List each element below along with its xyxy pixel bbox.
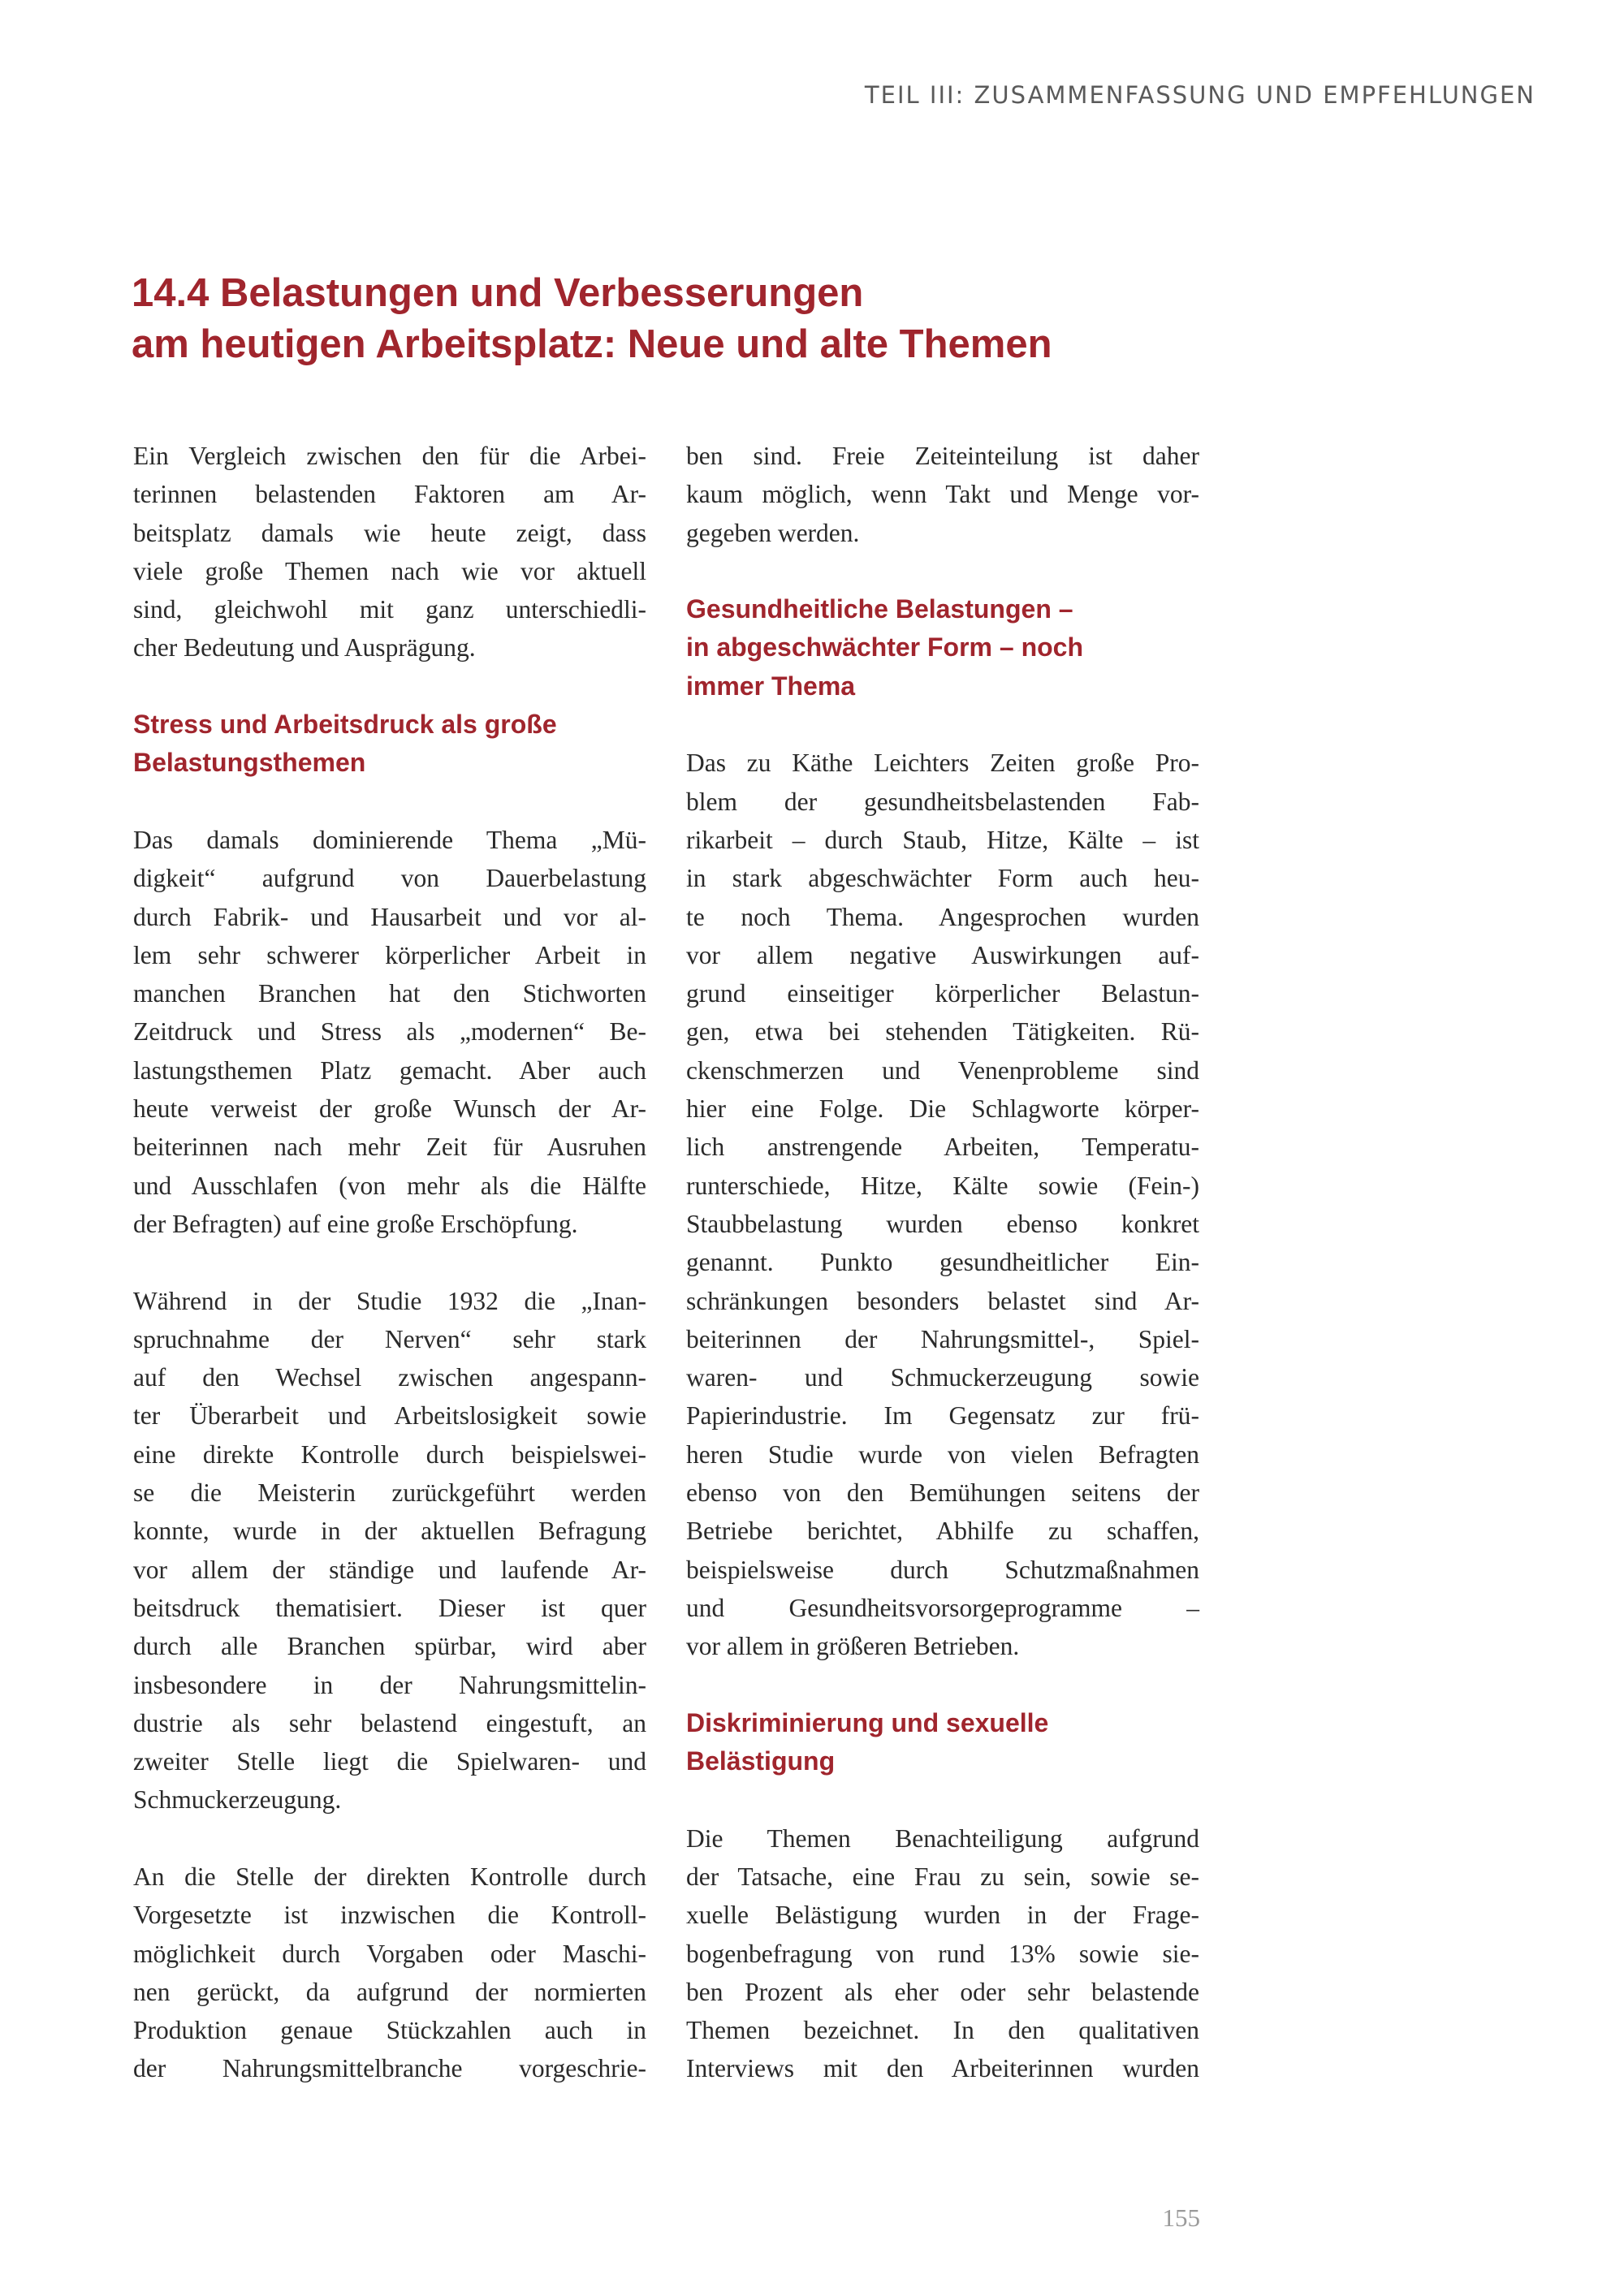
subheading bbox=[686, 1704, 1199, 1781]
text-line: waren- und Schmuckerzeugung sowie bbox=[686, 1363, 1199, 1392]
text-line: An die Stelle der direkten Kontrolle durch bbox=[133, 1862, 646, 1891]
text-line: Während in der Studie 1932 die „Inan- bbox=[133, 1286, 646, 1315]
text-line: nen gerückt, da aufgrund der normierten bbox=[133, 1977, 646, 2006]
text-line: grund einseitiger körperlicher Belastun- bbox=[686, 979, 1199, 1008]
text-line: genannt. Punkto gesundheitlicher Ein- bbox=[686, 1248, 1199, 1277]
text-line: terinnen belastenden Faktoren am Ar- bbox=[133, 480, 646, 509]
paragraph bbox=[133, 437, 646, 667]
subheading-line: Stress und Arbeitsdruck als große bbox=[133, 710, 557, 740]
section-title-line: am heutigen Arbeitsplatz: Neue und alte Themen bbox=[132, 322, 1052, 366]
text-line: beiterinnen nach mehr Zeit für Ausruhen bbox=[133, 1133, 646, 1162]
text-line: möglichkeit durch Vorgaben oder Maschi- bbox=[133, 1939, 646, 1968]
subheading-line: Belastungsthemen bbox=[133, 748, 366, 778]
text-line: gen, etwa bei stehenden Tätigkeiten. Rü- bbox=[686, 1017, 1199, 1047]
subheading-line: Diskriminierung und sexuelle bbox=[686, 1707, 1049, 1737]
text-line: ben sind. Freie Zeiteinteilung ist daher bbox=[686, 442, 1199, 470]
text-line: ebenso von den Bemühungen seitens der bbox=[686, 1478, 1199, 1508]
text-line: manchen Branchen hat den Stichworten bbox=[133, 979, 646, 1008]
text-line: cher Bedeutung und Ausprägung. bbox=[133, 633, 476, 662]
text-line: heren Studie wurde von vielen Befragten bbox=[686, 1439, 1199, 1469]
page-number: 155 bbox=[1162, 2203, 1200, 2232]
text-line: xuelle Belästigung wurden in der Frage- bbox=[686, 1901, 1199, 1930]
left-column bbox=[133, 437, 646, 2126]
subheading-line: Belästigung bbox=[686, 1746, 836, 1776]
text-line: Das zu Käthe Leichters Zeiten große Pro- bbox=[686, 749, 1199, 778]
subheading-line: Gesundheitliche Belastungen – bbox=[686, 594, 1073, 624]
text-line: ckenschmerzen und Venenprobleme sind bbox=[686, 1055, 1199, 1085]
text-line: bogenbefragung von rund 13% sowie sie- bbox=[686, 1939, 1199, 1968]
paragraph bbox=[133, 821, 646, 1243]
text-line: Die Themen Benachteiligung aufgrund bbox=[686, 1823, 1199, 1853]
text-line: runterschiede, Hitze, Kälte sowie (Fein-) bbox=[686, 1171, 1199, 1200]
text-line: heute verweist der große Wunsch der Ar- bbox=[133, 1094, 646, 1124]
text-line: zweiter Stelle liegt die Spielwaren- und bbox=[133, 1747, 646, 1776]
text-line: Zeitdruck und Stress als „modernen“ Be- bbox=[133, 1017, 646, 1047]
text-line: beispielsweise durch Schutzmaßnahmen bbox=[686, 1555, 1199, 1584]
text-line: beiterinnen der Nahrungsmittel-, Spiel- bbox=[686, 1324, 1199, 1353]
text-line: eine direkte Kontrolle durch beispielswei- bbox=[133, 1439, 646, 1469]
text-line: Staubbelastung wurden ebenso konkret bbox=[686, 1209, 1199, 1238]
text-line: und Ausschlafen (von mehr als die Hälfte bbox=[133, 1171, 646, 1200]
text-line: viele große Themen nach wie vor aktuell bbox=[133, 556, 646, 585]
text-line: kaum möglich, wenn Takt und Menge vor- bbox=[686, 480, 1199, 509]
subheading-line: immer Thema bbox=[686, 671, 856, 701]
text-line: ben Prozent als eher oder sehr belastende bbox=[686, 1977, 1199, 2006]
text-line: vor allem in größeren Betrieben. bbox=[686, 1632, 1020, 1661]
paragraph bbox=[133, 1282, 646, 1819]
text-line: dustrie als sehr belastend eingestuft, an bbox=[133, 1708, 646, 1737]
right-column bbox=[686, 437, 1199, 2126]
text-line: digkeit“ aufgrund von Dauerbelastung bbox=[133, 864, 646, 893]
text-line: Papierindustrie. Im Gegensatz zur frü- bbox=[686, 1401, 1199, 1431]
text-line: durch alle Branchen spürbar, wird aber bbox=[133, 1632, 646, 1661]
paragraph bbox=[133, 1858, 646, 2088]
text-line: hier eine Folge. Die Schlagworte körper- bbox=[686, 1094, 1199, 1124]
text-line: sind, gleichwohl mit ganz unterschiedli- bbox=[133, 595, 646, 624]
text-line: beitsdruck thematisiert. Dieser ist quer bbox=[133, 1593, 646, 1622]
text-line: spruchnahme der Nerven“ sehr stark bbox=[133, 1324, 646, 1353]
text-line: in stark abgeschwächter Form auch heu- bbox=[686, 864, 1199, 893]
text-line: rikarbeit – durch Staub, Hitze, Kälte – ist bbox=[686, 825, 1199, 854]
text-line: gegeben werden. bbox=[686, 518, 860, 547]
text-line: Betriebe berichtet, Abhilfe zu schaffen, bbox=[686, 1517, 1199, 1546]
text-line: vor allem negative Auswirkungen auf- bbox=[686, 940, 1199, 969]
text-line: blem der gesundheitsbelastenden Fab- bbox=[686, 787, 1199, 816]
text-line: durch Fabrik- und Hausarbeit und vor al- bbox=[133, 902, 646, 931]
section-title-line: 14.4 Belastungen und Verbesserungen bbox=[132, 271, 864, 315]
text-line: Vorgesetzte ist inzwischen die Kontroll- bbox=[133, 1901, 646, 1930]
text-line: auf den Wechsel zwischen angespann- bbox=[133, 1363, 646, 1392]
text-line: schränkungen besonders belastet sind Ar- bbox=[686, 1286, 1199, 1315]
paragraph bbox=[686, 1819, 1199, 2088]
text-line: Interviews mit den Arbeiterinnen wurden bbox=[686, 2054, 1199, 2083]
text-line: insbesondere in der Nahrungsmittelin- bbox=[133, 1670, 646, 1699]
text-line: Themen bezeichnet. In den qualitativen bbox=[686, 2016, 1199, 2045]
text-line: vor allem der ständige und laufende Ar- bbox=[133, 1555, 646, 1584]
subheading bbox=[133, 706, 646, 783]
section-title bbox=[132, 268, 1052, 370]
subheading bbox=[686, 590, 1199, 706]
text-line: Ein Vergleich zwischen den für die Arbei- bbox=[133, 442, 646, 470]
subheading-line: in abgeschwächter Form – noch bbox=[686, 632, 1083, 662]
text-line: konnte, wurde in der aktuellen Befragung bbox=[133, 1517, 646, 1546]
paragraph bbox=[686, 437, 1199, 552]
text-line: se die Meisterin zurückgeführt werden bbox=[133, 1478, 646, 1508]
text-line: ter Überarbeit und Arbeitslosigkeit sowie bbox=[133, 1401, 646, 1431]
text-line: Schmuckerzeugung. bbox=[133, 1785, 342, 1815]
text-line: der Tatsache, eine Frau zu sein, sowie se- bbox=[686, 1862, 1199, 1891]
text-line: beitsplatz damals wie heute zeigt, dass bbox=[133, 518, 646, 547]
running-head: TEIL III: ZUSAMMENFASSUNG UND EMPFEHLUNGEN bbox=[864, 81, 1535, 109]
text-line: der Nahrungsmittelbranche vorgeschrie- bbox=[133, 2054, 646, 2083]
paragraph bbox=[686, 744, 1199, 1665]
text-line: lem sehr schwerer körperlicher Arbeit in bbox=[133, 940, 646, 969]
text-line: Produktion genaue Stückzahlen auch in bbox=[133, 2016, 646, 2045]
text-line: te noch Thema. Angesprochen wurden bbox=[686, 902, 1199, 931]
text-line: lastungsthemen Platz gemacht. Aber auch bbox=[133, 1055, 646, 1085]
text-line: lich anstrengende Arbeiten, Temperatu- bbox=[686, 1133, 1199, 1162]
text-line: der Befragten) auf eine große Erschöpfung. bbox=[133, 1209, 578, 1238]
text-line: und Gesundheitsvorsorgeprogramme – bbox=[686, 1593, 1199, 1622]
text-line: Das damals dominierende Thema „Mü- bbox=[133, 825, 646, 854]
